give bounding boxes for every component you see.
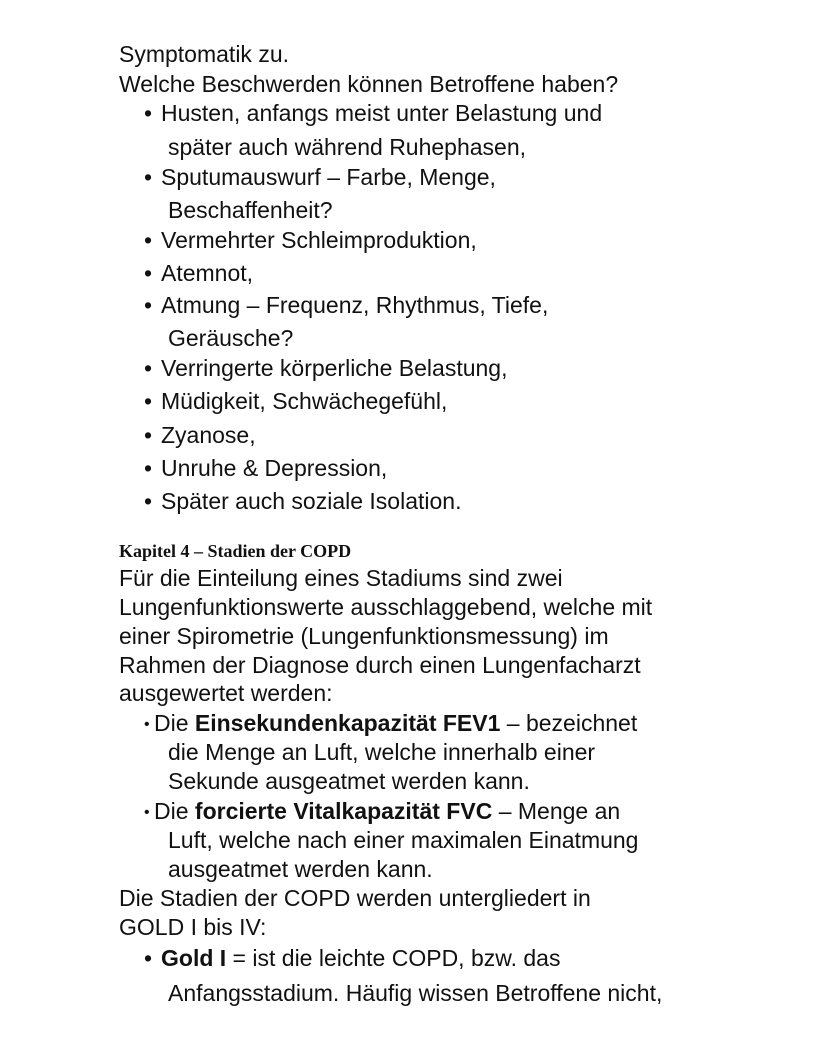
bullet-icon: •: [144, 422, 153, 448]
paragraph-line: einer Spirometrie (Lungenfunktionsmessung) im: [119, 623, 609, 649]
bullet-icon: •: [144, 227, 153, 253]
bullet-icon: •: [144, 260, 153, 286]
list-item: • Verringerte körperliche Belastung,: [144, 355, 508, 381]
list-item-gold1: • Gold I = ist die leichte COPD, bzw. das: [144, 945, 561, 971]
list-item-continuation: Sekunde ausgeatmet werden kann.: [168, 768, 530, 794]
list-item-continuation: Anfangsstadium. Häufig wissen Betroffene nicht,: [168, 980, 663, 1006]
list-item: • Husten, anfangs meist unter Belastung und: [144, 100, 603, 126]
bullet-icon: •: [144, 100, 153, 126]
intro-line: Symptomatik zu.: [119, 41, 289, 67]
bullet-icon: •: [144, 945, 153, 971]
chapter-heading: Kapitel 4 – Stadien der COPD: [119, 541, 352, 561]
symptoms-question: Welche Beschwerden können Betroffene haben?: [119, 71, 619, 97]
list-item-continuation: Luft, welche nach einer maximalen Einatmung: [168, 827, 639, 853]
list-item: • Müdigkeit, Schwächegefühl,: [144, 388, 448, 414]
term-fvc: forcierte Vitalkapazität FVC: [194, 798, 493, 824]
list-item: • Unruhe & Depression,: [144, 455, 388, 481]
bullet-icon: •: [144, 292, 153, 318]
list-item-continuation: Geräusche?: [168, 325, 294, 351]
paragraph-line: GOLD I bis IV:: [119, 914, 267, 940]
list-item-fvc: • Die forcierte Vitalkapazität FVC – Menge an: [144, 797, 620, 827]
paragraph-line: Die Stadien der COPD werden untergliedert in: [119, 885, 591, 911]
list-item-continuation: Beschaffenheit?: [168, 197, 333, 223]
term-gold1: Gold I: [161, 945, 227, 971]
paragraph-line: ausgewertet werden:: [119, 680, 333, 706]
term-fev1: Einsekundenkapazität FEV1: [194, 710, 501, 736]
list-item: • Vermehrter Schleimproduktion,: [144, 227, 477, 253]
list-item: • Zyanose,: [144, 422, 256, 448]
bullet-icon: •: [144, 355, 153, 381]
bullet-icon: •: [144, 488, 153, 514]
paragraph-line: Rahmen der Diagnose durch einen Lungenfacharzt: [119, 652, 641, 678]
list-item-continuation: ausgeatmet werden kann.: [168, 856, 433, 882]
paragraph-line: Für die Einteilung eines Stadiums sind zwei: [119, 565, 563, 591]
list-item-fev1: • Die Einsekundenkapazität FEV1 – bezeichnet: [144, 709, 637, 739]
list-item: • Atmung – Frequenz, Rhythmus, Tiefe,: [144, 292, 549, 318]
bullet-icon: •: [144, 716, 150, 733]
list-item: • Atemnot,: [144, 260, 254, 286]
list-item-continuation: die Menge an Luft, welche innerhalb einer: [168, 739, 596, 765]
bullet-icon: •: [144, 455, 153, 481]
bullet-icon: •: [144, 164, 153, 190]
paragraph-line: Lungenfunktionswerte ausschlaggebend, welche mit: [119, 594, 653, 620]
list-item-continuation: später auch während Ruhephasen,: [168, 134, 527, 160]
list-item: • Später auch soziale Isolation.: [144, 488, 462, 514]
list-item: • Sputumauswurf – Farbe, Menge,: [144, 164, 496, 190]
bullet-icon: •: [144, 388, 153, 414]
bullet-icon: •: [144, 804, 150, 821]
